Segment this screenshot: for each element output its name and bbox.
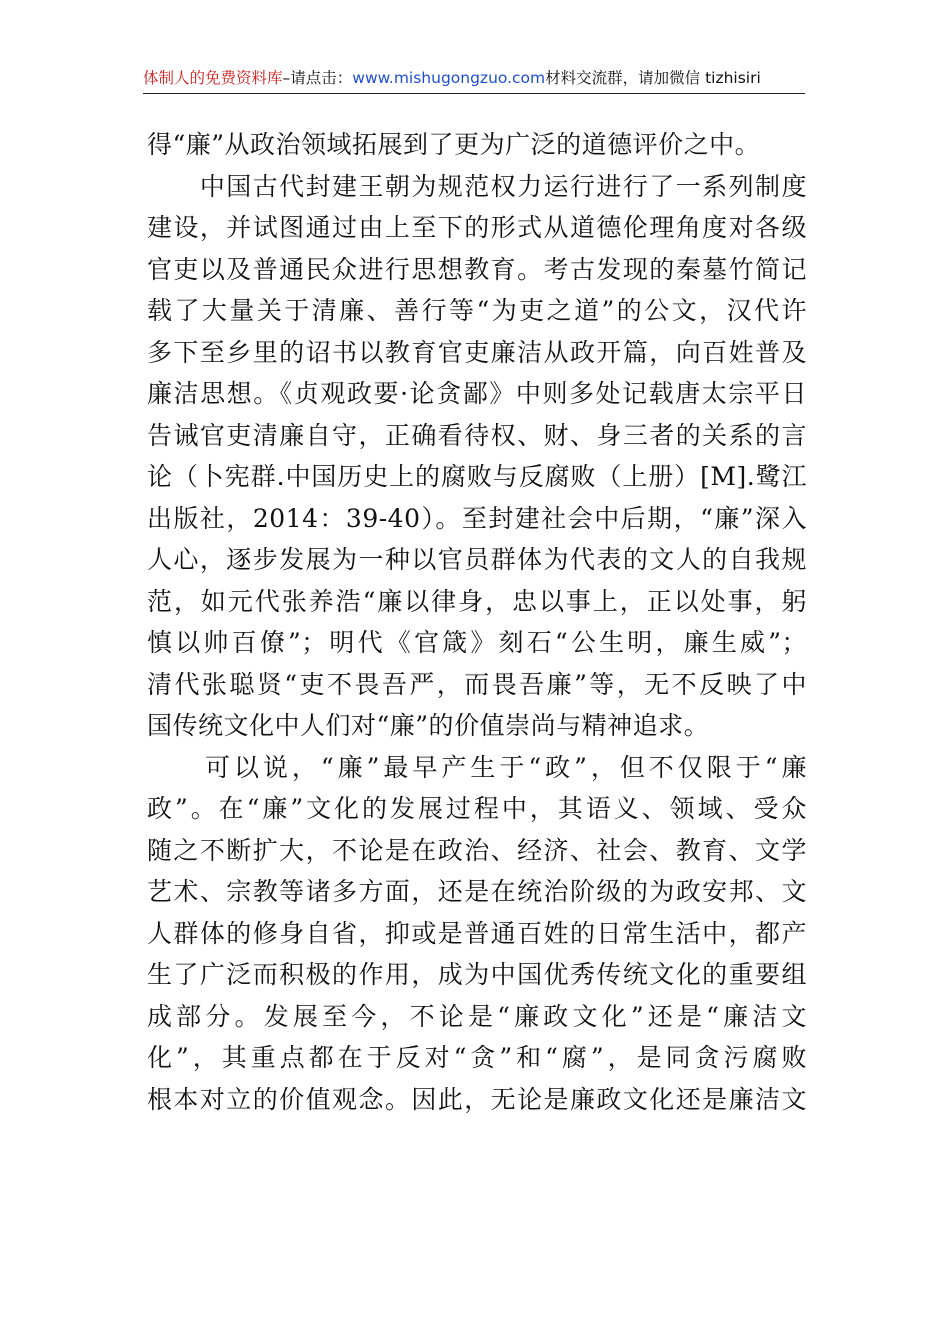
text-line: 出版社，2014：39-40）。至封建社会中后期，“廉”深入 (147, 503, 807, 533)
header-brand: 体制人的免费资料库 (143, 69, 283, 87)
text-line: 告诫官吏清廉自守，正确看待权、财、身三者的关系的言 (147, 420, 807, 450)
text-line: 载了大量关于清廉、善行等“为吏之道”的公文，汉代许 (147, 296, 807, 325)
body-text (147, 124, 807, 1120)
text-line: 生了广泛而积极的作用，成为中国优秀传统文化的重要组 (147, 960, 807, 989)
text-line: 清代张聪贤“吏不畏吾严，而畏吾廉”等，无不反映了中 (147, 669, 807, 699)
text-line: 中国古代封建王朝为规范权力运行进行了一系列制度 (147, 171, 807, 201)
text-line: 廉洁思想。《贞观政要·论贪鄙》中则多处记载唐太宗平日 (147, 379, 807, 408)
text-line: 论（卜宪群.中国历史上的腐败与反腐败（上册）[M].鹭江 (147, 462, 807, 491)
text-line: 成部分。发展至今，不论是“廉政文化”还是“廉洁文 (147, 1001, 807, 1031)
page-header (143, 66, 805, 88)
header-rule (143, 93, 805, 94)
header-tail: 材料交流群，请加微信 tizhisiri (545, 69, 761, 87)
text-line: 多下至乡里的诏书以教育官吏廉洁从政开篇，向百姓普及 (147, 337, 807, 367)
text-line: 官吏以及普通民众进行思想教育。考古发现的秦墓竹简记 (147, 254, 807, 284)
text-line: 根本对立的价值观念。因此，无论是廉政文化还是廉洁文 (147, 1084, 807, 1114)
text-line: 国传统文化中人们对“廉”的价值崇尚与精神追求。 (147, 711, 710, 740)
text-line: 得“廉”从政治领域拓展到了更为广泛的道德评价之中。 (147, 130, 761, 159)
header-url-link[interactable]: www.mishugongzuo.com (352, 69, 546, 87)
text-line: 化”，其重点都在于反对“贪”和“腐”，是同贪污腐败 (147, 1043, 807, 1072)
text-line: 可以说，“廉”最早产生于“政”，但不仅限于“廉 (147, 752, 807, 782)
header-separator: –请点击： (282, 69, 353, 87)
text-line: 人心，逐步发展为一种以官员群体为代表的文人的自我规 (147, 545, 807, 574)
text-line: 慎以帅百僚”；明代《官箴》刻石“公生明，廉生威”； (147, 628, 807, 657)
text-line: 人群体的修身自省，抑或是普通百姓的日常生活中，都产 (147, 918, 807, 948)
text-line: 建设，并试图通过由上至下的形式从道德伦理角度对各级 (147, 213, 807, 242)
text-line: 政”。在“廉”文化的发展过程中，其语义、领域、受众 (147, 794, 807, 823)
text-line: 随之不断扩大，不论是在政治、经济、社会、教育、文学 (147, 835, 807, 865)
text-line: 艺术、宗教等诸多方面，还是在统治阶级的为政安邦、文 (147, 877, 807, 906)
text-line: 范，如元代张养浩“廉以律身，忠以事上，正以处事，躬 (147, 586, 807, 616)
